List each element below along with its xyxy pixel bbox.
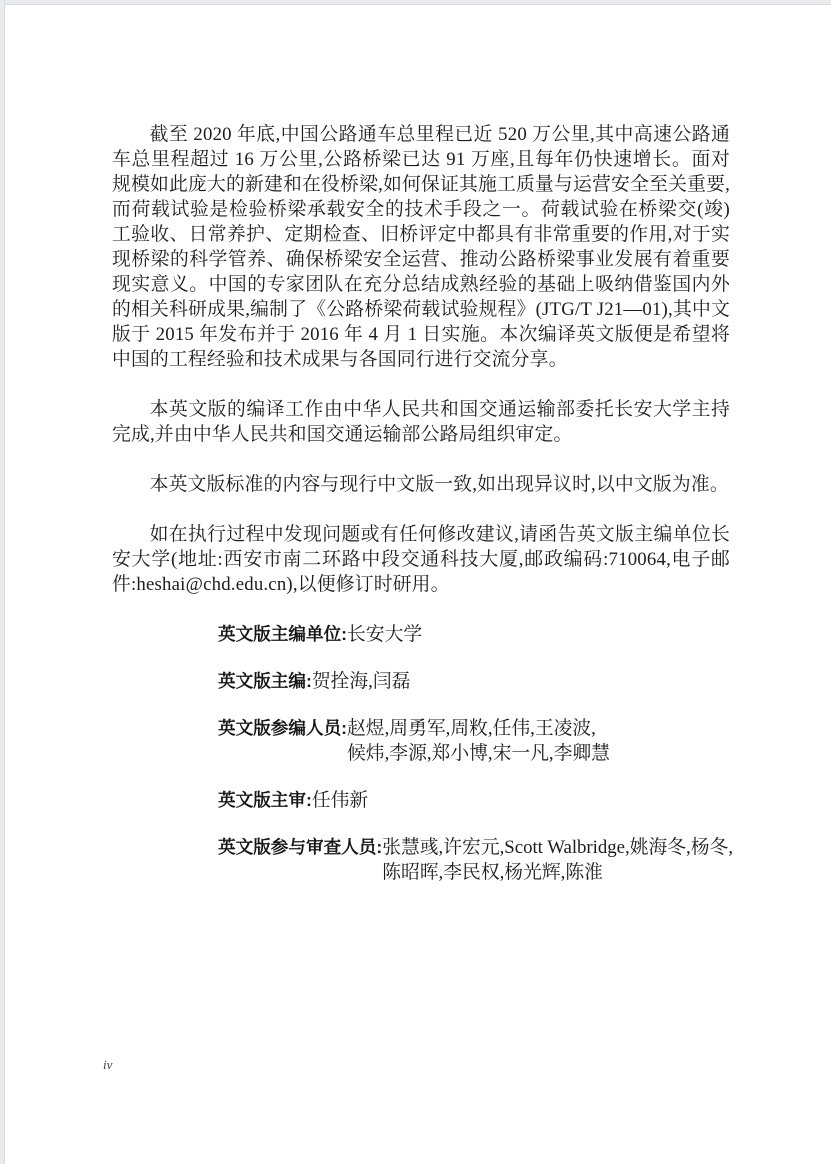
preface-paragraph-3: 本英文版标准的内容与现行中文版一致,如出现异议时,以中文版为准。 [149, 474, 729, 495]
preface-paragraph-4: 如在执行过程中发现问题或有任何修改建议,请函告英文版主编单位长安大学(地址:西安市南二环路中段交通科技大厦,邮政编码:710064,电子邮件:heshai@chd.edu.cn),以便修订时研用。 [112, 524, 730, 595]
credit-label: 英文版参编人员: [218, 718, 348, 738]
credit-label: 英文版主编单位: [218, 624, 348, 644]
credit-label: 英文版主编: [218, 671, 312, 691]
credit-value: 贺拴海,闫磊 [311, 671, 411, 692]
credit-chief-reviewer [218, 788, 730, 813]
credit-value: 张慧彧,许宏元,Scott Walbridge,姚海冬,杨冬, [382, 837, 734, 858]
credit-chief-editing-organization [218, 622, 730, 647]
credit-value: 任伟新 [311, 790, 369, 811]
credit-value: 长安大学 [347, 624, 423, 645]
credits-section [218, 622, 734, 885]
credit-value: 候炜,李源,郑小博,宋一凡,李卿慧 [347, 743, 610, 764]
preface-paragraph-2: 本英文版的编译工作由中华人民共和国交通运输部委托长安大学主持完成,并由中华人民共和国交通运输部公路局组织审定。 [112, 399, 730, 445]
credit-review-participants [218, 835, 734, 885]
page-content [112, 122, 734, 907]
credit-chief-editors [218, 669, 730, 694]
credit-label: 英文版主审: [218, 790, 312, 810]
preface-paragraph-1: 截至 2020 年底,中国公路通车总里程已近 520 万公里,其中高速公路通车总里程超过 16 万公里,公路桥梁已达 91 万座,且每年仍快速增长。面对规模如此庞大的新建和在役桥梁,如何保证其施工质量与运营安全至关重要,而荷载试验是检验桥梁承载安全的技术手段之一。荷载试验在桥梁交(竣)工验收、日常养护、定期检查、旧桥评定中都具有非常重要的作用,对于实现桥梁的科学管养、确保桥梁安全运营、推动公路桥梁事业发展有着重要现实意义。中国的专家团队在充分总结成熟经验的基础上吸纳借鉴国内外的相关科研成果,编制了《公路桥梁荷载试验规程》(JTG/T J21—01),其中文版于 2015 年发布并于 2016 年 4 月 1 日实施。本次编译英文版便是希望将中国的工程经验和技术成果与各国同行进行交流分享。 [112, 124, 730, 370]
credit-value: 陈昭晖,李民权,杨光辉,陈淮 [382, 862, 603, 883]
credit-label: 英文版参与审查人员: [218, 837, 383, 857]
credit-participating-editors [218, 716, 730, 766]
credit-value: 赵煜,周勇军,周敉,任伟,王凌波, [347, 718, 596, 739]
page-number: iv [103, 1057, 113, 1072]
document-page [5, 5, 831, 1164]
